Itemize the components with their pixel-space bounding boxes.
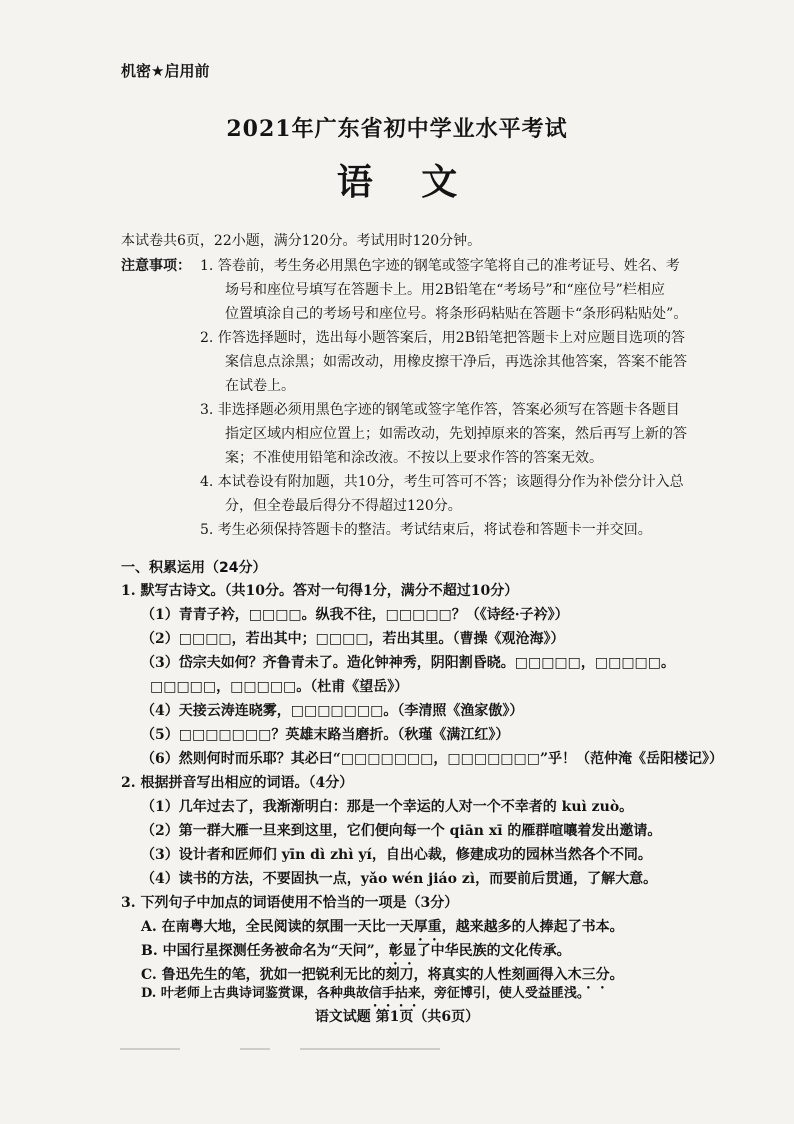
- question-stem: 1. 默写古诗文。（共10分。答对一句得1分，满分不超过10分）: [121, 583, 519, 599]
- option-a: [141, 918, 624, 944]
- note-line: 案；不准使用铅笔和涂改液。不按以上要求作答的答案无效。: [225, 450, 603, 466]
- question-item: □□□□□，□□□□□。（杜甫《望岳》）: [150, 679, 409, 695]
- option-text: ，旁征博引，使人受益匪浅。: [420, 986, 590, 1001]
- scan-smudge: [120, 1048, 180, 1050]
- question-item: （6）然则何时而乐耶？其必曰“□□□□□□□，□□□□□□□”乎！（范仲淹《岳阳楼记》）: [141, 751, 724, 767]
- question-item: （2）□□□□，若出其中；□□□□，若出其里。（曹操《观沧海》）: [141, 631, 565, 647]
- page-footer: 语文试题 第1页（共6页）: [314, 1009, 480, 1025]
- note-line: 位置填涂自己的考场号和座位号。将条形码粘贴在答题卡“条形码粘贴处”。: [225, 306, 688, 322]
- section-heading: 一、积累运用（24分）: [121, 560, 267, 576]
- scan-smudge: [300, 1048, 440, 1050]
- question-item: （2）第一群大雁一旦来到这里，它们便向每一个 qiān xī 的雁群喧嚷着发出邀请。: [141, 823, 662, 839]
- note-line: 分，但全卷最后得分不得超过120分。: [225, 498, 462, 514]
- option-text: 。: [609, 967, 624, 983]
- notes-label: 注意事项：: [121, 258, 191, 274]
- question-item: （1）几年过去了，我渐渐明白：那是一个幸运的人对一个不幸者的 kuì zuò。: [141, 799, 634, 815]
- subject-title: 语 文: [336, 162, 476, 203]
- exam-intro: 本试卷共6页，22小题，满分120分。考试用时120分钟。: [121, 233, 482, 249]
- note-line: 4. 本试卷设有附加题，共10分，考生可答可不答；该题得分作为补偿分计入总: [200, 474, 684, 490]
- option-b: [141, 942, 571, 968]
- question-item: （5）□□□□□□□？英雄末路当磨折。（秋瑾《满江红》）: [141, 727, 510, 743]
- note-line: 3. 非选择题必须用黑色字迹的钢笔或签字笔作答，答案必须写在答题卡各题目: [200, 402, 680, 418]
- exam-title: 2021年广东省初中学业水平考试: [226, 116, 568, 142]
- note-line: 5. 考生必须保持答题卡的整洁。考试结束后，将试卷和答题卡一并交回。: [200, 522, 652, 538]
- option-text: ，越来越多的人捧起了书本。: [441, 919, 624, 935]
- question-item: （4）天接云涛连晓雾，□□□□□□□。（李清照《渔家傲》）: [141, 703, 524, 719]
- note-line: 在试卷上。: [225, 378, 295, 394]
- option-text: A. 在南粤大地，全民阅读的氛围一天比一天: [141, 919, 414, 935]
- dotted-term: 入木三分: [553, 967, 610, 983]
- dotted-term: 信手拈来: [368, 986, 421, 1001]
- option-text: B. 中国行星探测任务被命名为“天问”，: [141, 943, 389, 959]
- note-line: 2. 作答选择题时，选出每小题答案后，用2B铅笔把答题卡上对应题目选项的答: [200, 330, 686, 346]
- note-line: 场号和座位号填写在答题卡上。用2B铅笔在“考场号”和“座位号”栏相应: [225, 282, 665, 298]
- dotted-term: 彰显: [388, 943, 417, 959]
- note-line: 1. 答卷前，考生务必用黑色字迹的钢笔或签字笔将自己的准考证号、姓名、考: [200, 258, 680, 274]
- question-stem: 3. 下列句子中加点的词语使用不恰当的一项是（3分）: [121, 895, 459, 911]
- option-text: 了中华民族的文化传承。: [416, 943, 571, 959]
- note-line: 案信息点涂黑；如需改动，用橡皮擦干净后，再选涂其他答案，答案不能答: [225, 354, 687, 370]
- option-text: C. 鲁迅先生的笔，犹如一把锐利无比的刻刀，将真实的人性刻画得: [141, 967, 554, 983]
- question-item: （4）读书的方法，不要固执一点，yǎo wén jiáo zì，而要前后贯通，了解大意。: [141, 871, 658, 887]
- confidential-mark: 机密★启用前: [121, 62, 210, 80]
- question-stem: 2. 根据拼音写出相应的词语。（4分）: [121, 775, 354, 791]
- note-line: 指定区域内相应位置上；如需改动，先划掉原来的答案，然后再写上新的答: [225, 426, 687, 442]
- question-item: （1）青青子衿，□□□□。纵我不往，□□□□□？（《诗经·子衿》）: [141, 607, 569, 623]
- question-item: （3）岱宗夫如何？齐鲁青未了。造化钟神秀，阴阳割昏晓。□□□□□，□□□□□。: [141, 655, 676, 671]
- question-item: （3）设计者和匠师们 yīn dì zhì yí，自出心裁，修建成功的园林当然各个不同。: [141, 847, 652, 863]
- dotted-term: 厚重: [413, 919, 442, 935]
- option-text: D. 叶老师上古典诗词鉴赏课，各种典故: [141, 986, 369, 1001]
- scan-smudge: [240, 1048, 270, 1050]
